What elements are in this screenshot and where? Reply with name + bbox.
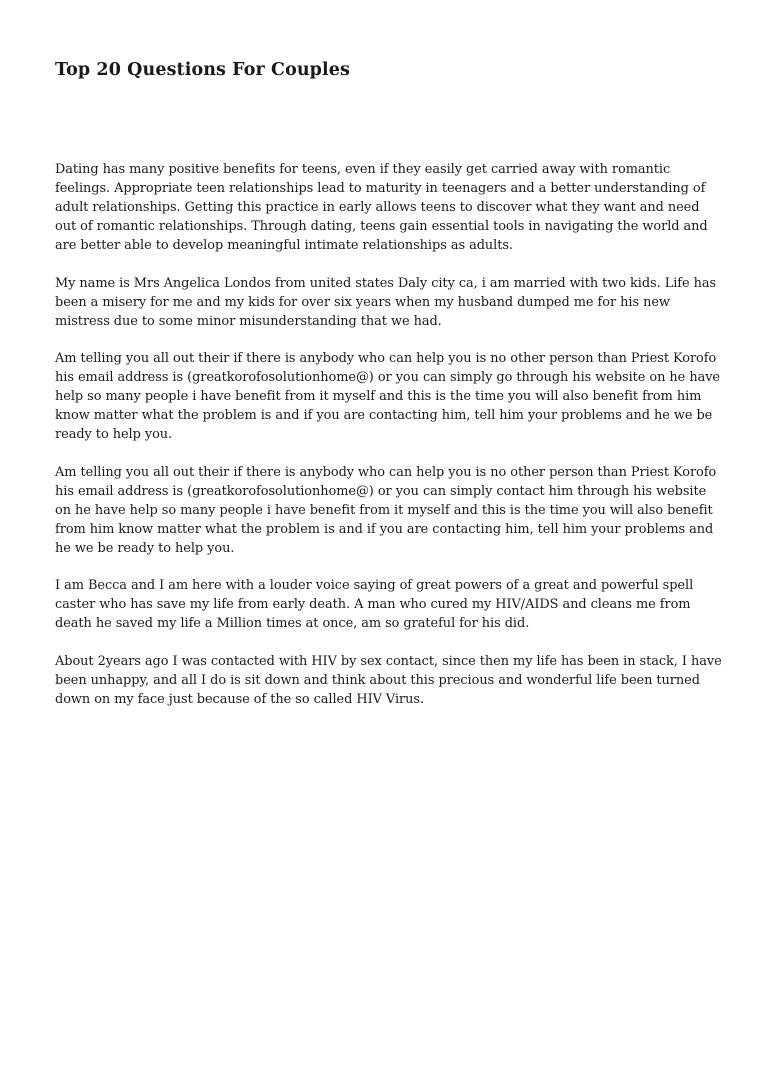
paragraph: Am telling you all out their if there is anybody who can help you is no other person than Priest Korofo his email address is (greatkorofosolutionhome@) or you can simply go through his website on he have help so many people i have benefit from it myself and this is the time you will also benefit from him know matter what the problem is and if you are contacting him, tell him your problems and he we be ready to help you. [55, 351, 721, 442]
document-body [55, 160, 723, 727]
paragraph: My name is Mrs Angelica Londos from united states Daly city ca, i am married with two kids. Life has been a misery for me and my kids for over six years when my husband dumped me for his new mistress due to some minor misunderstanding that we had. [55, 275, 717, 329]
paragraph: I am Becca and I am here with a louder voice saying of great powers of a great and powerful spell caster who has save my life from early death. A man who cured my HIV/AIDS and cleans me from death he saved my life a Million times at once, am so grateful for his did. [55, 578, 694, 631]
page-title: Top 20 Questions For Couples [55, 60, 350, 80]
paragraph: Dating has many positive benefits for teens, even if they easily get carried away with romantic feelings. Appropriate teen relationships lead to maturity in teenagers and a better understanding of adult relationships. Getting this practice in early allows teens to discover what they want and need out of romantic relationships. Through dating, teens gain essential tools in navigating the world and are better able to develop meaningful intimate relationships as adults. [55, 162, 708, 253]
paragraph: About 2years ago I was contacted with HIV by sex contact, since then my life has been in stack, I have been unhappy, and all I do is sit down and think about this precious and wonderful life been turned down on my face just because of the so called HIV Virus. [55, 653, 722, 707]
paragraph: Am telling you all out their if there is anybody who can help you is no other person than Priest Korofo his email address is (greatkorofosolutionhome@) or you can simply contact him through his website on he have help so many people i have benefit from it myself and this is the time you will also benefit from him know matter what the problem is and if you are contacting him, tell him your problems and he we be ready to help you. [55, 464, 717, 556]
